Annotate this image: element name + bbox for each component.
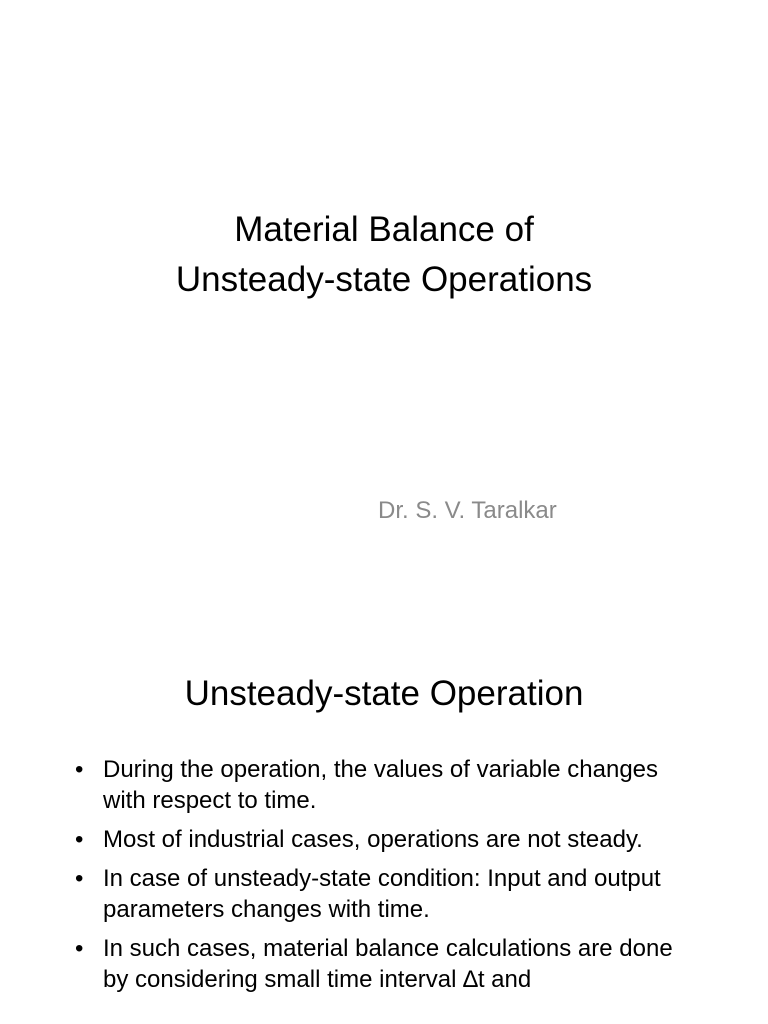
content-slide [0,600,768,1024]
bullet-text: In such cases, material balance calculations are done by considering small time interval ∆t and [103,935,673,993]
bullet-icon: • [75,865,84,892]
slide-title [0,205,768,305]
slide-title-line-1: Material Balance of [234,210,534,249]
author-subtitle: Dr. S. V. Taralkar [378,497,557,524]
bullet-text: Most of industrial cases, operations are not steady. [103,826,643,853]
bullet-icon: • [75,935,84,962]
bullet-item [75,754,695,816]
slide-title-line-2: Unsteady-state Operations [175,260,593,299]
bullet-item [75,933,695,995]
bullet-list [75,754,695,1003]
bullet-item [75,824,695,855]
bullet-icon: • [75,826,84,853]
bullet-item [75,863,695,925]
bullet-text: During the operation, the values of variable changes with respect to time. [103,756,659,814]
bullet-text: In case of unsteady-state condition: Input and output parameters changes with time. [103,865,661,923]
content-slide-title: Unsteady-state Operation [184,674,584,713]
bullet-icon: • [75,756,84,783]
